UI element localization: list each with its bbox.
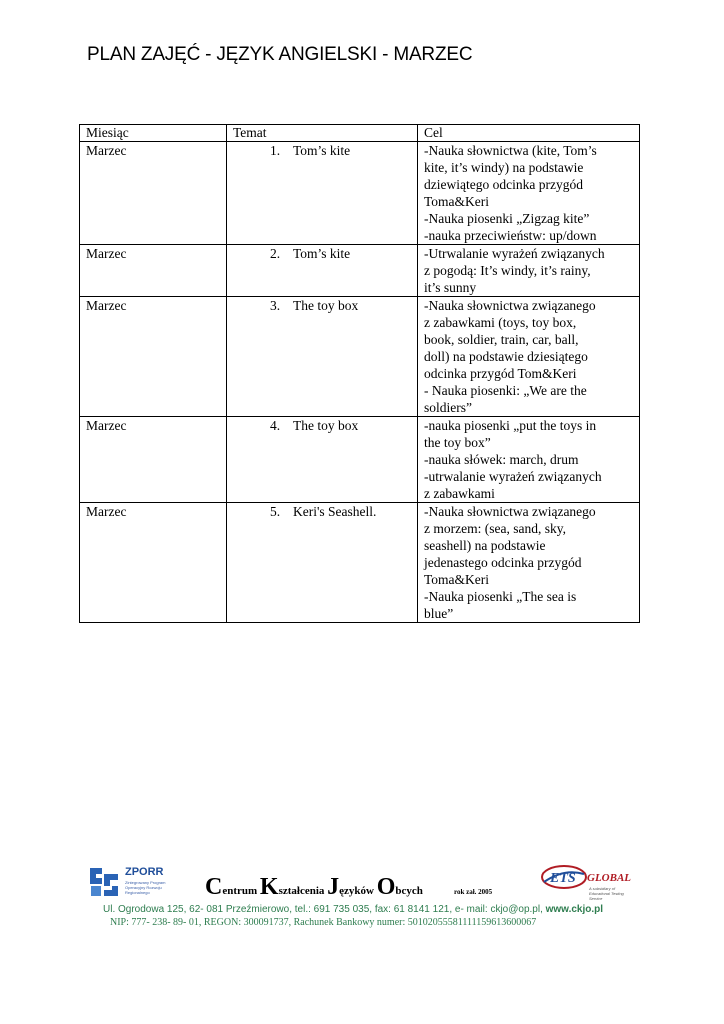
table-header-row [80,125,640,142]
goal-line: soldiers” [424,400,472,415]
goal-line: -nauka słówek: march, drum [424,452,579,467]
goal-line: -Nauka piosenki „The sea is [424,589,577,604]
goal-line: z zabawkami (toys, toy box, [424,315,577,330]
topic-number: 1. [270,143,281,158]
topic-number: 4. [270,418,281,433]
global-label: GLOBAL [587,872,631,884]
table-row [80,142,640,245]
goal-line: doll) na podstawie dziesiątego [424,349,588,364]
goal-line: seashell) na podstawie [424,538,546,553]
topic-number: 5. [270,504,281,519]
cell-goal [418,142,640,245]
goal-line: -Nauka piosenki „Zigzag kite” [424,211,590,226]
goal-line: -Nauka słownictwa (kite, Tom’s [424,143,597,158]
footer [0,860,724,940]
goal-line: -nauka przeciwieństw: up/down [424,228,597,243]
goal-line: book, soldier, train, car, ball, [424,332,579,347]
cell-month: Marzec [80,245,227,297]
table-row [80,245,640,297]
cell-month: Marzec [80,417,227,503]
goal-line: Toma&Keri [424,194,490,209]
zporr-subtitle: Zintegrowany Program Operacyjny Rozwoju Regionalnego [125,880,166,895]
ets-logo-icon [540,864,588,890]
cell-goal [418,297,640,417]
cell-topic [227,245,418,297]
table-row [80,503,640,623]
address-line: Ul. Ogrodowa 125, 62- 081 Przeźmierowo, tel.: 691 735 035, fax: 61 8141 121, e- mail: ckjo@op.pl, www.ckjo.pl [103,904,604,915]
goal-line: kite, it’s windy) na podstawie [424,160,584,175]
goal-line: blue” [424,606,454,621]
goal-line: z pogodą: It’s windy, it’s rainy, [424,263,591,278]
zporr-logo-icon [88,866,122,898]
topic-number: 2. [270,246,281,261]
topic-title: Tom’s kite [293,143,351,158]
goal-line: it’s sunny [424,280,477,295]
cell-topic [227,503,418,623]
goal-line: the toy box” [424,435,491,450]
school-name: Centrum Kształcenia Języków Obcych [205,874,423,900]
zporr-label: ZPORR [125,866,164,878]
goal-line: -nauka piosenki „put the toys in [424,418,597,433]
cell-topic [227,142,418,245]
topic-title: The toy box [293,298,359,313]
goal-line: Toma&Keri [424,572,490,587]
goal-line: -utrwalanie wyrażeń związanych [424,469,602,484]
goal-line: odcinka przygód Tom&Keri [424,366,577,381]
topic-title: The toy box [293,418,359,433]
table-row [80,417,640,503]
goal-line: -Utrwalanie wyrażeń związanych [424,246,605,261]
cell-month: Marzec [80,503,227,623]
goal-line: dziewiątego odcinka przygód [424,177,583,192]
goal-line: jedenastego odcinka przygód [424,555,582,570]
topic-number: 3. [270,298,281,313]
lesson-plan-table [79,124,640,623]
topic-title: Tom’s kite [293,246,351,261]
table-row [80,297,640,417]
website-link[interactable]: www.ckjo.pl [545,904,604,915]
cell-month: Marzec [80,142,227,245]
goal-line: z zabawkami [424,486,495,501]
cell-goal [418,417,640,503]
cell-month: Marzec [80,297,227,417]
founding-year: rok zał. 2005 [454,888,493,896]
cell-goal [418,503,640,623]
page-title: PLAN ZAJĘĆ - JĘZYK ANGIELSKI - MARZEC [87,44,473,65]
ets-label: ETS [550,871,576,886]
header-topic: Temat [227,125,418,142]
header-goal: Cel [418,125,640,142]
header-month: Miesiąc [80,125,227,142]
goal-line: -Nauka słownictwa związanego [424,504,596,519]
goal-line: -Nauka słownictwa związanego [424,298,596,313]
cell-topic [227,297,418,417]
global-subtitle: A subsidiary of Educational Testing Service [589,886,624,901]
goal-line: z morzem: (sea, sand, sky, [424,521,566,536]
registration-line: NIP: 777- 238- 89- 01, REGON: 300091737, Rachunek Bankowy numer: 50102055581111159613600067 [110,917,537,928]
cell-topic [227,417,418,503]
topic-title: Keri's Seashell. [293,504,377,519]
cell-goal [418,245,640,297]
goal-line: - Nauka piosenki: „We are the [424,383,587,398]
